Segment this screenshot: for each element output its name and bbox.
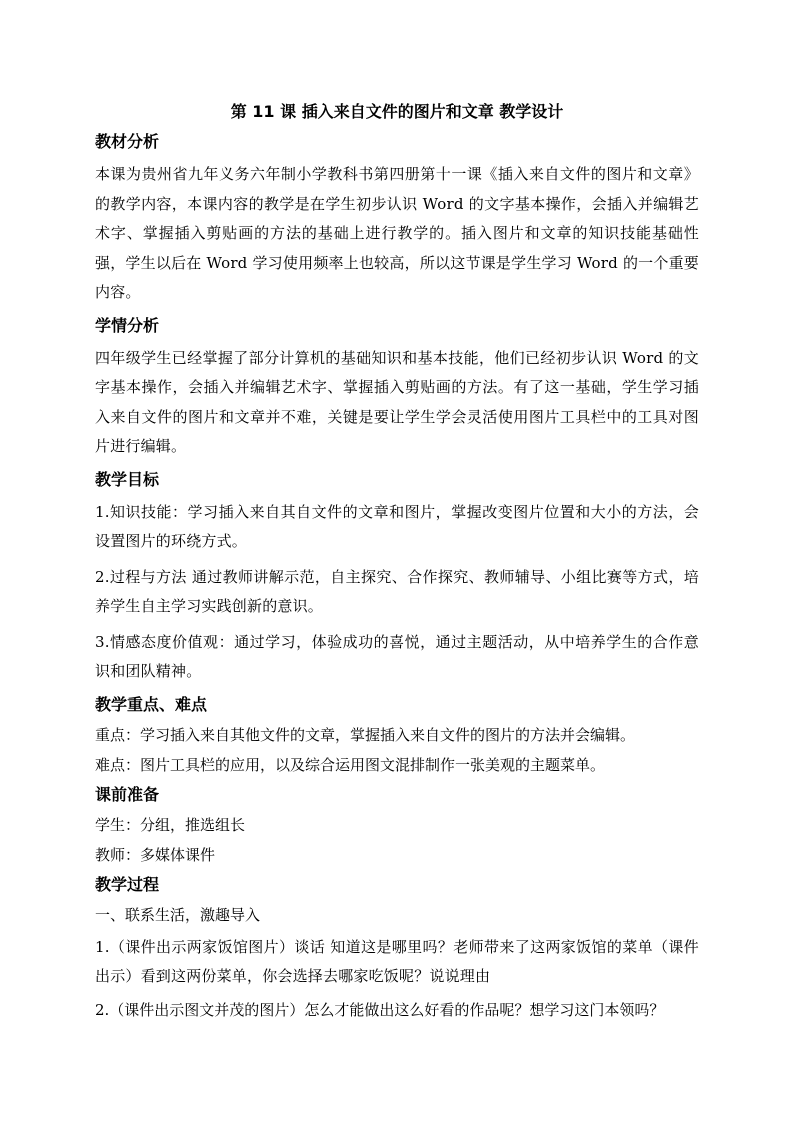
goal-item: 1.知识技能：学习插入来自其自文件的文章和图片，掌握改变图片位置和大小的方法，会设置图片的环绕方式。 xyxy=(95,502,699,550)
preparation-students: 学生：分组，推选组长 xyxy=(95,815,246,834)
document-title: 第 11 课 插入来自文件的图片和文章 教学设计 xyxy=(230,102,564,121)
process-item: 1.（课件出示两家饭馆图片）谈话 知道这是哪里吗？老师带来了这两家饭馆的菜单（课件出示）看到这两份菜单，你会选择去哪家吃饭呢？说说理由 xyxy=(95,937,699,985)
goal-item: 2.过程与方法 通过教师讲解示范，自主探究、合作探究、教师辅导、小组比赛等方式，培养学生自主学习实践创新的意识。 xyxy=(95,567,699,615)
document-content xyxy=(95,100,699,1028)
preparation-teacher: 教师：多媒体课件 xyxy=(95,845,216,864)
section-heading-goals: 教学目标 xyxy=(95,469,160,489)
section-heading-materials: 教材分析 xyxy=(95,132,160,151)
paragraph-students: 四年级学生已经掌握了部分计算机的基础知识和基本技能，他们已经初步认识 Word 的文字基本操作，会插入并编辑艺术字、掌握插入剪贴画的方法。有了这一基础，学生学习插入来自文件的图片和文章并不难，关键是要让学生学会灵活使用图片工具栏中的工具对图片进行编辑。 xyxy=(95,348,699,455)
key-point-focus: 重点：学习插入来自其他文件的文章，掌握插入来自文件的图片的方法并会编辑。 xyxy=(95,725,636,744)
process-step-heading: 一、联系生活，激趣导入 xyxy=(95,905,261,924)
section-heading-key-points: 教学重点、难点 xyxy=(95,694,208,714)
section-heading-preparation: 课前准备 xyxy=(95,784,160,804)
key-point-difficulty: 难点：图片工具栏的应用，以及综合运用图文混排制作一张美观的主题菜单。 xyxy=(95,755,606,774)
goal-item: 3.情感态度价值观：通过学习，体验成功的喜悦，通过主题活动，从中培养学生的合作意识和团队精神。 xyxy=(95,632,699,680)
paragraph-materials: 本课为贵州省九年义务六年制小学教科书第四册第十一课《插入来自文件的图片和文章》的教学内容，本课内容的教学是在学生初步认识 Word 的文字基本操作，会插入并编辑艺术字、掌握插入剪贴画的方法的基础上进行教学的。插入图片和文章的知识技能基础性强，学生以后在 Word 学习使用频率上也较高，所以这节课是学生学习 Word 的一个重要内容。 xyxy=(95,165,699,301)
section-heading-students: 学情分析 xyxy=(95,315,160,335)
process-item: 2.（课件出示图文并茂的图片）怎么才能做出这么好看的作品呢？想学习这门本领吗？ xyxy=(95,1000,665,1019)
section-heading-process: 教学过程 xyxy=(95,874,160,894)
